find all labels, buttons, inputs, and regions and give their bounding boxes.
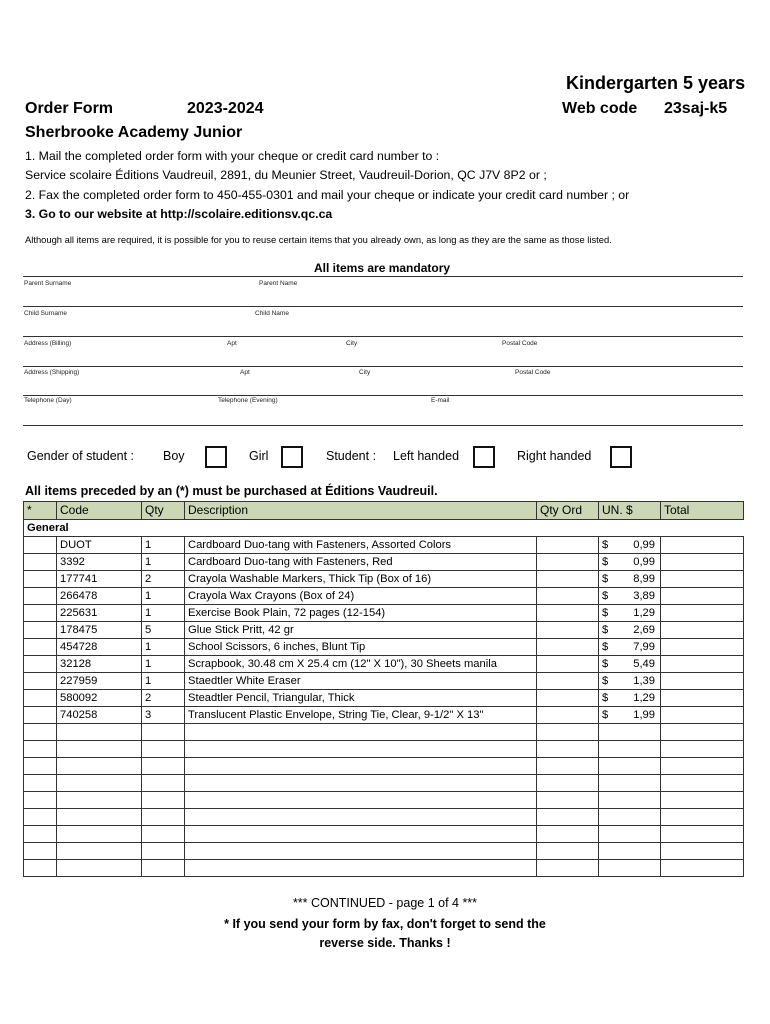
row-code: 454728 xyxy=(57,639,142,656)
row-star xyxy=(24,588,57,605)
currency-symbol: $ xyxy=(602,675,609,687)
row-qty-ord[interactable] xyxy=(537,707,599,724)
parent-surname-label: Parent Surname xyxy=(24,280,72,287)
row-qty: 1 xyxy=(142,588,185,605)
row-code: 177741 xyxy=(57,571,142,588)
row-star xyxy=(24,758,57,775)
price-amount: 1,29 xyxy=(633,692,655,704)
row-star xyxy=(24,605,57,622)
table-row xyxy=(24,707,744,724)
row-total[interactable] xyxy=(661,843,744,860)
row-unit-price xyxy=(599,673,661,690)
table-row xyxy=(24,605,744,622)
currency-symbol: $ xyxy=(602,556,609,568)
price-amount: 8,99 xyxy=(633,573,655,585)
row-qty-ord[interactable] xyxy=(537,588,599,605)
right-handed-checkbox[interactable] xyxy=(610,446,632,468)
form-top-line xyxy=(23,276,743,277)
row-code xyxy=(57,775,142,792)
row-unit-price xyxy=(599,809,661,826)
shipping-apt-label: Apt xyxy=(240,369,250,376)
child-field-line[interactable] xyxy=(23,336,743,337)
row-qty-ord[interactable] xyxy=(537,792,599,809)
row-qty-ord[interactable] xyxy=(537,826,599,843)
row-total[interactable] xyxy=(661,792,744,809)
row-qty-ord[interactable] xyxy=(537,775,599,792)
row-unit-price xyxy=(599,741,661,758)
boy-label: Boy xyxy=(163,449,185,463)
row-code: 580092 xyxy=(57,690,142,707)
row-unit-price xyxy=(599,724,661,741)
row-qty xyxy=(142,843,185,860)
shipping-postal-label: Postal Code xyxy=(515,369,551,376)
table-row xyxy=(24,588,744,605)
price-amount: 1,39 xyxy=(633,675,655,687)
row-qty-ord[interactable] xyxy=(537,571,599,588)
row-total[interactable] xyxy=(661,571,744,588)
billing-apt-label: Apt xyxy=(227,340,237,347)
header-star: * xyxy=(24,502,57,520)
row-total[interactable] xyxy=(661,826,744,843)
table-row xyxy=(24,571,744,588)
reuse-note: Although all items are required, it is possible for you to reuse certain items that you already own, as long as they are the same as those listed. xyxy=(25,234,612,245)
row-qty xyxy=(142,775,185,792)
row-description: Translucent Plastic Envelope, String Tie, Clear, 9-1/2" X 13" xyxy=(185,707,537,724)
row-qty: 1 xyxy=(142,605,185,622)
row-total[interactable] xyxy=(661,775,744,792)
row-total[interactable] xyxy=(661,605,744,622)
row-total[interactable] xyxy=(661,554,744,571)
row-qty: 5 xyxy=(142,622,185,639)
row-description xyxy=(185,724,537,741)
girl-label: Girl xyxy=(249,449,269,463)
grade-title: Kindergarten 5 years xyxy=(566,73,746,93)
row-qty-ord[interactable] xyxy=(537,673,599,690)
email-label: E-mail xyxy=(431,397,450,404)
row-description: Cardboard Duo-tang with Fasteners, Red xyxy=(185,554,537,571)
row-qty xyxy=(142,826,185,843)
girl-checkbox[interactable] xyxy=(281,446,303,468)
row-qty: 1 xyxy=(142,639,185,656)
row-total[interactable] xyxy=(661,588,744,605)
row-qty xyxy=(142,860,185,877)
row-qty-ord[interactable] xyxy=(537,656,599,673)
row-qty-ord[interactable] xyxy=(537,554,599,571)
web-code-label: Web code xyxy=(562,100,638,117)
row-description xyxy=(185,741,537,758)
row-unit-price xyxy=(599,690,661,707)
row-qty-ord[interactable] xyxy=(537,622,599,639)
child-name-label: Child Name xyxy=(255,310,289,317)
row-description: Scrapbook, 30.48 cm X 25.4 cm (12" X 10"), 30 Sheets manila xyxy=(185,656,537,673)
row-description: Cardboard Duo-tang with Fasteners, Assorted Colors xyxy=(185,537,537,554)
row-code xyxy=(57,860,142,877)
row-star xyxy=(24,707,57,724)
mandatory-heading: All items are mandatory xyxy=(314,261,451,275)
billing-field-line[interactable] xyxy=(23,366,743,367)
row-total[interactable] xyxy=(661,741,744,758)
instruction-mail: 1. Mail the completed order form with your cheque or credit card number to : xyxy=(25,149,440,163)
row-code xyxy=(57,758,142,775)
price-amount: 7,99 xyxy=(633,641,655,653)
fax-note-line1: * If you send your form by fax, don't forget to send the xyxy=(224,917,546,931)
price-amount: 0,99 xyxy=(633,556,655,568)
row-unit-price xyxy=(599,622,661,639)
row-unit-price xyxy=(599,656,661,673)
parent-name-label: Parent Name xyxy=(259,280,298,287)
empty-row xyxy=(24,741,744,758)
row-code: 266478 xyxy=(57,588,142,605)
table-row xyxy=(24,690,744,707)
row-description: Staedtler White Eraser xyxy=(185,673,537,690)
row-code: 3392 xyxy=(57,554,142,571)
instruction-website[interactable]: 3. Go to our website at http://scolaire.editionsv.qc.ca xyxy=(25,207,333,221)
price-amount: 1,99 xyxy=(633,709,655,721)
row-qty xyxy=(142,741,185,758)
row-qty-ord[interactable] xyxy=(537,809,599,826)
row-unit-price xyxy=(599,554,661,571)
left-handed-checkbox[interactable] xyxy=(473,446,495,468)
student-label: Student : xyxy=(326,449,377,463)
order-table xyxy=(23,501,744,877)
row-qty xyxy=(142,809,185,826)
currency-symbol: $ xyxy=(602,573,609,585)
row-code: 740258 xyxy=(57,707,142,724)
row-qty xyxy=(142,792,185,809)
row-description xyxy=(185,758,537,775)
currency-symbol: $ xyxy=(602,641,609,653)
row-code xyxy=(57,809,142,826)
row-description: Crayola Wax Crayons (Box of 24) xyxy=(185,588,537,605)
row-star xyxy=(24,656,57,673)
row-code: DUOT xyxy=(57,537,142,554)
row-qty-ord[interactable] xyxy=(537,758,599,775)
row-total[interactable] xyxy=(661,758,744,775)
row-qty: 1 xyxy=(142,537,185,554)
row-code xyxy=(57,826,142,843)
billing-address-label: Address (Billing) xyxy=(24,340,72,347)
row-description: School Scissors, 6 inches, Blunt Tip xyxy=(185,639,537,656)
row-star xyxy=(24,792,57,809)
row-code xyxy=(57,843,142,860)
row-total[interactable] xyxy=(661,860,744,877)
row-qty-ord[interactable] xyxy=(537,843,599,860)
row-unit-price xyxy=(599,775,661,792)
row-total[interactable] xyxy=(661,707,744,724)
header-qty-ord: Qty Ord xyxy=(537,502,599,520)
row-total[interactable] xyxy=(661,622,744,639)
row-description xyxy=(185,809,537,826)
row-code: 225631 xyxy=(57,605,142,622)
continued-note: *** CONTINUED - page 1 of 4 *** xyxy=(292,896,478,910)
shipping-address-label: Address (Shipping) xyxy=(24,369,80,376)
table-row xyxy=(24,537,744,554)
row-qty: 2 xyxy=(142,571,185,588)
left-handed-label: Left handed xyxy=(393,449,460,463)
row-code xyxy=(57,724,142,741)
row-qty-ord[interactable] xyxy=(537,605,599,622)
row-code xyxy=(57,792,142,809)
row-star xyxy=(24,724,57,741)
row-qty-ord[interactable] xyxy=(537,860,599,877)
row-unit-price xyxy=(599,826,661,843)
row-unit-price xyxy=(599,792,661,809)
row-total[interactable] xyxy=(661,690,744,707)
row-star xyxy=(24,843,57,860)
row-star xyxy=(24,673,57,690)
row-qty-ord[interactable] xyxy=(537,537,599,554)
price-amount: 3,89 xyxy=(633,590,655,602)
row-description: Glue Stick Pritt, 42 gr xyxy=(185,622,537,639)
row-star xyxy=(24,622,57,639)
row-code: 227959 xyxy=(57,673,142,690)
category-label: General xyxy=(24,520,744,537)
row-unit-price xyxy=(599,571,661,588)
row-code: 178475 xyxy=(57,622,142,639)
items-note: All items preceded by an (*) must be purchased at Éditions Vaudreuil. xyxy=(25,484,438,498)
table-header-row xyxy=(24,502,744,520)
empty-row xyxy=(24,724,744,741)
row-description xyxy=(185,860,537,877)
parent-field-line[interactable] xyxy=(23,306,743,307)
header-total: Total xyxy=(661,502,744,520)
row-star xyxy=(24,809,57,826)
header-description: Description xyxy=(185,502,537,520)
empty-row xyxy=(24,792,744,809)
row-qty: 1 xyxy=(142,673,185,690)
billing-postal-label: Postal Code xyxy=(502,340,538,347)
row-total[interactable] xyxy=(661,724,744,741)
row-qty: 1 xyxy=(142,656,185,673)
table-row xyxy=(24,554,744,571)
currency-symbol: $ xyxy=(602,607,609,619)
row-unit-price xyxy=(599,605,661,622)
empty-row xyxy=(24,826,744,843)
row-description: Steadtler Pencil, Triangular, Thick xyxy=(185,690,537,707)
row-description xyxy=(185,792,537,809)
row-unit-price xyxy=(599,639,661,656)
contact-field-line[interactable] xyxy=(23,425,743,426)
row-qty-ord[interactable] xyxy=(537,741,599,758)
empty-row xyxy=(24,809,744,826)
child-surname-label: Child Surname xyxy=(24,310,67,317)
school-name: Sherbrooke Academy Junior xyxy=(25,124,243,141)
row-star xyxy=(24,860,57,877)
right-handed-label: Right handed xyxy=(517,449,592,463)
row-qty: 2 xyxy=(142,690,185,707)
row-star xyxy=(24,639,57,656)
currency-symbol: $ xyxy=(602,709,609,721)
row-star xyxy=(24,537,57,554)
currency-symbol: $ xyxy=(602,624,609,636)
row-total[interactable] xyxy=(661,656,744,673)
instruction-address: Service scolaire Éditions Vaudreuil, 2891, du Meunier Street, Vaudreuil-Dorion, QC J7V 8P2 or ; xyxy=(25,168,547,182)
row-description: Exercise Book Plain, 72 pages (12-154) xyxy=(185,605,537,622)
telephone-evening-label: Telephone (Evening) xyxy=(218,397,278,404)
web-code-value: 23saj-k5 xyxy=(664,100,728,117)
shipping-city-label: City xyxy=(359,369,371,376)
school-year: 2023-2024 xyxy=(187,100,264,117)
header-unit-price: UN. $ xyxy=(599,502,661,520)
currency-symbol: $ xyxy=(602,658,609,670)
row-unit-price xyxy=(599,707,661,724)
empty-row xyxy=(24,843,744,860)
currency-symbol: $ xyxy=(602,539,609,551)
price-amount: 1,29 xyxy=(633,607,655,619)
row-description: Crayola Washable Markers, Thick Tip (Box of 16) xyxy=(185,571,537,588)
table-row xyxy=(24,673,744,690)
telephone-day-label: Telephone (Day) xyxy=(24,397,72,404)
row-description xyxy=(185,775,537,792)
price-amount: 0,99 xyxy=(633,539,655,551)
table-row xyxy=(24,639,744,656)
row-star xyxy=(24,554,57,571)
table-row xyxy=(24,656,744,673)
fax-note-line2: reverse side. Thanks ! xyxy=(319,936,451,950)
header-qty: Qty xyxy=(142,502,185,520)
row-unit-price xyxy=(599,860,661,877)
row-star xyxy=(24,826,57,843)
price-amount: 2,69 xyxy=(633,624,655,636)
row-star xyxy=(24,690,57,707)
row-qty xyxy=(142,724,185,741)
currency-symbol: $ xyxy=(602,692,609,704)
empty-row xyxy=(24,775,744,792)
empty-row xyxy=(24,860,744,877)
row-qty-ord[interactable] xyxy=(537,690,599,707)
row-total[interactable] xyxy=(661,639,744,656)
header-code: Code xyxy=(57,502,142,520)
row-code xyxy=(57,741,142,758)
row-qty: 3 xyxy=(142,707,185,724)
row-code: 32128 xyxy=(57,656,142,673)
form-title: Order Form xyxy=(25,100,114,117)
row-unit-price xyxy=(599,843,661,860)
shipping-field-line[interactable] xyxy=(23,395,743,396)
category-row xyxy=(24,520,744,537)
instruction-fax: 2. Fax the completed order form to 450-455-0301 and mail your cheque or indicate your credit card number ; or xyxy=(25,188,630,202)
row-unit-price xyxy=(599,588,661,605)
table-row xyxy=(24,622,744,639)
row-star xyxy=(24,775,57,792)
price-amount: 5,49 xyxy=(633,658,655,670)
row-unit-price xyxy=(599,758,661,775)
row-total[interactable] xyxy=(661,537,744,554)
row-star xyxy=(24,741,57,758)
currency-symbol: $ xyxy=(602,590,609,602)
gender-label: Gender of student : xyxy=(27,449,135,463)
row-qty-ord[interactable] xyxy=(537,639,599,656)
row-star xyxy=(24,571,57,588)
row-qty-ord[interactable] xyxy=(537,724,599,741)
row-qty xyxy=(142,758,185,775)
boy-checkbox[interactable] xyxy=(205,446,227,468)
row-total[interactable] xyxy=(661,809,744,826)
row-description xyxy=(185,843,537,860)
row-total[interactable] xyxy=(661,673,744,690)
row-qty: 1 xyxy=(142,554,185,571)
billing-city-label: City xyxy=(346,340,358,347)
empty-row xyxy=(24,758,744,775)
row-description xyxy=(185,826,537,843)
row-unit-price xyxy=(599,537,661,554)
